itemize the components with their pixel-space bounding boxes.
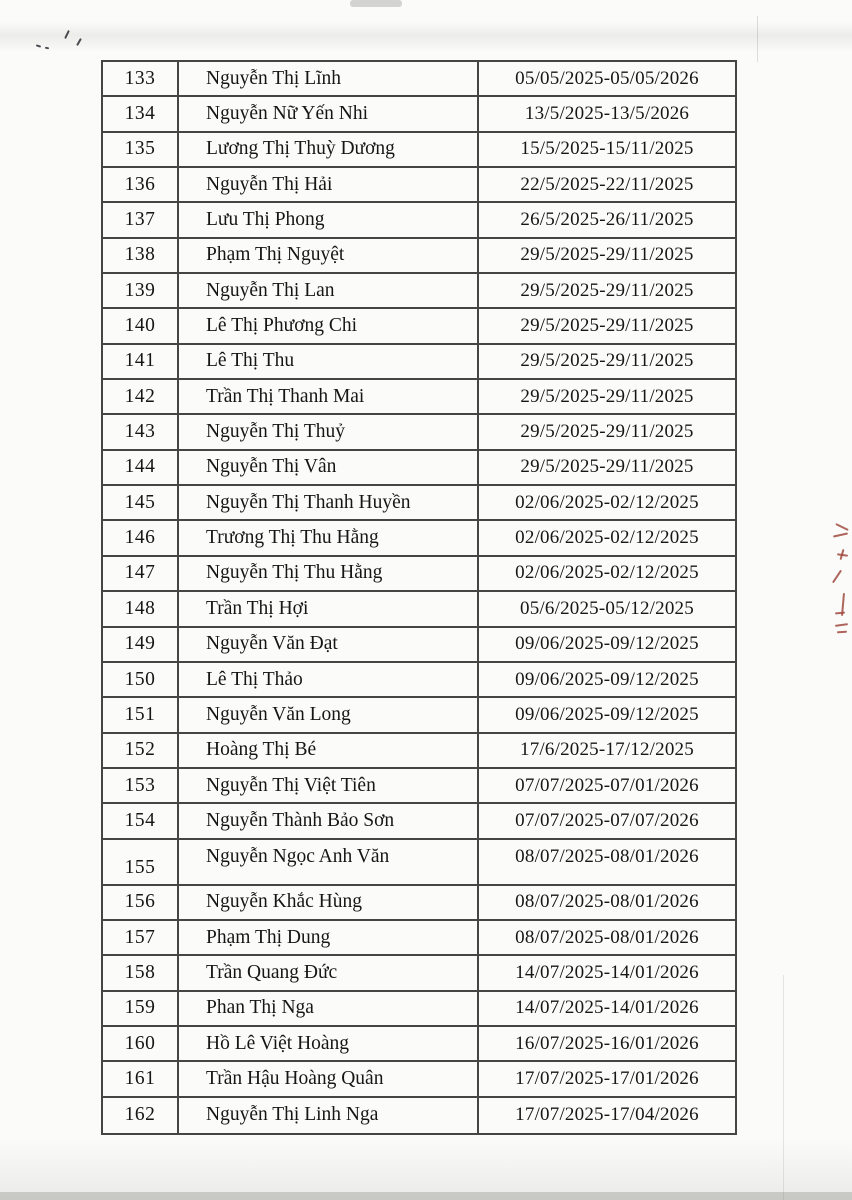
row-number-cell: 150 (103, 663, 179, 696)
contract-period-cell: 29/5/2025-29/11/2025 (520, 244, 694, 266)
row-number-cell: 142 (103, 380, 179, 413)
table-row (103, 557, 735, 592)
employee-name-cell: Trương Thị Thu Hằng (179, 521, 479, 554)
table-row (103, 345, 735, 380)
contract-period-cell: 13/5/2025-13/5/2026 (524, 103, 690, 125)
row-number-cell: 161 (103, 1062, 179, 1095)
contract-period-cell: 07/07/2025-07/07/2026 (515, 809, 699, 831)
scan-artifact-bottom-edge (0, 1192, 852, 1200)
table-row (103, 239, 735, 274)
row-number-cell: 143 (103, 415, 179, 448)
row-number-cell: 153 (103, 769, 179, 802)
table-row (103, 203, 735, 238)
contract-period-cell: 05/6/2025-05/12/2025 (520, 597, 694, 619)
employee-name-cell: Lưu Thị Phong (179, 203, 479, 236)
row-number-cell: 139 (103, 274, 179, 307)
contract-period-cell: 02/06/2025-02/12/2025 (515, 527, 699, 549)
contract-period-cell: 29/5/2025-29/11/2025 (520, 350, 694, 372)
table-row (103, 97, 735, 132)
employee-name-cell: Lương Thị Thuỳ Dương (179, 133, 479, 166)
table-row (103, 309, 735, 344)
table-row (103, 992, 735, 1027)
row-number-cell: 162 (103, 1098, 179, 1133)
contract-period-cell: 29/5/2025-29/11/2025 (520, 421, 694, 443)
employee-name-cell: Nguyễn Thị Lan (179, 274, 479, 307)
roster-table (101, 60, 737, 1135)
row-number-cell: 145 (103, 486, 179, 519)
table-row (103, 1062, 735, 1097)
employee-name-cell: Lê Thị Thảo (179, 663, 479, 696)
contract-period-cell: 14/07/2025-14/01/2026 (515, 961, 699, 983)
contract-period-cell: 15/5/2025-15/11/2025 (520, 138, 694, 160)
contract-period-cell: 22/5/2025-22/11/2025 (520, 173, 694, 195)
ink-stroke (837, 631, 847, 634)
contract-period-cell: 17/07/2025-17/01/2026 (515, 1067, 699, 1089)
table-row (103, 451, 735, 486)
row-number-cell: 133 (103, 62, 179, 95)
employee-name-cell: Lê Thị Phương Chi (179, 309, 479, 342)
employee-name-cell: Hồ Lê Việt Hoàng (179, 1027, 479, 1060)
ink-stroke (833, 532, 848, 537)
row-number-cell: 160 (103, 1027, 179, 1060)
employee-name-cell: Nguyễn Nữ Yến Nhi (179, 97, 479, 130)
contract-period-cell: 09/06/2025-09/12/2025 (515, 668, 699, 690)
employee-name-cell: Nguyễn Văn Đạt (179, 628, 479, 661)
employee-name-cell: Nguyễn Thị Hải (179, 168, 479, 201)
table-row (103, 380, 735, 415)
scan-artifact-smudge (350, 0, 402, 7)
contract-period-cell: 29/5/2025-29/11/2025 (520, 315, 694, 337)
row-number-cell: 157 (103, 921, 179, 954)
row-number-cell: 152 (103, 734, 179, 767)
pen-stroke (45, 47, 49, 50)
table-row (103, 734, 735, 769)
row-number-cell: 146 (103, 521, 179, 554)
employee-name-cell: Nguyễn Thị Thu Hằng (179, 557, 479, 590)
table-row (103, 628, 735, 663)
employee-name-cell: Phạm Thị Dung (179, 921, 479, 954)
contract-period-cell: 09/06/2025-09/12/2025 (515, 633, 699, 655)
employee-name-cell: Nguyễn Thị Lĩnh (179, 62, 479, 95)
contract-period-cell: 09/06/2025-09/12/2025 (515, 703, 699, 725)
row-number-cell: 135 (103, 133, 179, 166)
contract-period-cell: 29/5/2025-29/11/2025 (520, 456, 694, 478)
contract-period-cell: 16/07/2025-16/01/2026 (515, 1032, 699, 1054)
ink-stroke (835, 611, 845, 614)
row-number-cell: 148 (103, 592, 179, 625)
table-row (103, 804, 735, 839)
table-row (103, 956, 735, 991)
employee-name-cell: Nguyễn Thị Thuỷ (179, 415, 479, 448)
employee-name-cell: Nguyễn Ngọc Anh Văn (179, 840, 479, 884)
ink-stroke (832, 570, 842, 584)
employee-name-cell: Hoàng Thị Bé (179, 734, 479, 767)
employee-name-cell: Trần Thị Hợi (179, 592, 479, 625)
table-row (103, 62, 735, 97)
contract-period-cell: 17/6/2025-17/12/2025 (520, 739, 694, 761)
employee-name-cell: Lê Thị Thu (179, 345, 479, 378)
row-number-cell: 151 (103, 698, 179, 731)
table-row (103, 698, 735, 733)
contract-period-cell: 05/05/2025-05/05/2026 (515, 67, 699, 89)
contract-period-cell: 08/07/2025-08/01/2026 (515, 891, 699, 913)
row-number-cell: 149 (103, 628, 179, 661)
scan-artifact-line (757, 16, 758, 62)
table-row (103, 592, 735, 627)
table-row (103, 921, 735, 956)
table-row (103, 769, 735, 804)
row-number-cell: 137 (103, 203, 179, 236)
row-number-cell: 134 (103, 97, 179, 130)
table-row (103, 663, 735, 698)
employee-name-cell: Phan Thị Nga (179, 992, 479, 1025)
table-row (103, 415, 735, 450)
employee-name-cell: Nguyễn Thị Linh Nga (179, 1098, 479, 1133)
row-number-cell: 140 (103, 309, 179, 342)
contract-period-cell: 08/07/2025-08/01/2026 (515, 845, 699, 867)
row-number-cell: 138 (103, 239, 179, 272)
contract-period-cell: 08/07/2025-08/01/2026 (515, 926, 699, 948)
ink-stroke (835, 523, 848, 531)
table-row (103, 133, 735, 168)
employee-name-cell: Nguyễn Văn Long (179, 698, 479, 731)
table-row (103, 886, 735, 921)
scan-artifact-bottom-shade (0, 1138, 852, 1200)
table-row (103, 1027, 735, 1062)
table-row (103, 168, 735, 203)
employee-name-cell: Nguyễn Thị Thanh Huyền (179, 486, 479, 519)
contract-period-cell: 26/5/2025-26/11/2025 (520, 209, 694, 231)
contract-period-cell: 14/07/2025-14/01/2026 (515, 997, 699, 1019)
employee-name-cell: Trần Thị Thanh Mai (179, 380, 479, 413)
employee-name-cell: Trần Quang Đức (179, 956, 479, 989)
row-number-cell: 144 (103, 451, 179, 484)
row-number-cell: 147 (103, 557, 179, 590)
table-row (103, 521, 735, 556)
contract-period-cell: 02/06/2025-02/12/2025 (515, 491, 699, 513)
employee-name-cell: Trần Hậu Hoàng Quân (179, 1062, 479, 1095)
scan-artifact-top-band (0, 22, 852, 52)
table-row (103, 486, 735, 521)
employee-name-cell: Nguyễn Khắc Hùng (179, 886, 479, 919)
contract-period-cell: 29/5/2025-29/11/2025 (520, 385, 694, 407)
row-number-cell: 158 (103, 956, 179, 989)
employee-name-cell: Nguyễn Thị Việt Tiên (179, 769, 479, 802)
row-number-cell: 155 (103, 840, 179, 884)
employee-name-cell: Phạm Thị Nguyệt (179, 239, 479, 272)
employee-name-cell: Nguyễn Thành Bảo Sơn (179, 804, 479, 837)
row-number-cell: 154 (103, 804, 179, 837)
contract-period-cell: 02/06/2025-02/12/2025 (515, 562, 699, 584)
employee-name-cell: Nguyễn Thị Vân (179, 451, 479, 484)
row-number-cell: 159 (103, 992, 179, 1025)
contract-period-cell: 17/07/2025-17/04/2026 (515, 1104, 699, 1126)
table-row (103, 274, 735, 309)
margin-ink-marks (830, 520, 852, 695)
table-row (103, 1098, 735, 1133)
row-number-cell: 141 (103, 345, 179, 378)
ink-stroke (835, 623, 848, 627)
contract-period-cell: 29/5/2025-29/11/2025 (520, 279, 694, 301)
row-number-cell: 136 (103, 168, 179, 201)
table-row (103, 840, 735, 886)
row-number-cell: 156 (103, 886, 179, 919)
contract-period-cell: 07/07/2025-07/01/2026 (515, 774, 699, 796)
